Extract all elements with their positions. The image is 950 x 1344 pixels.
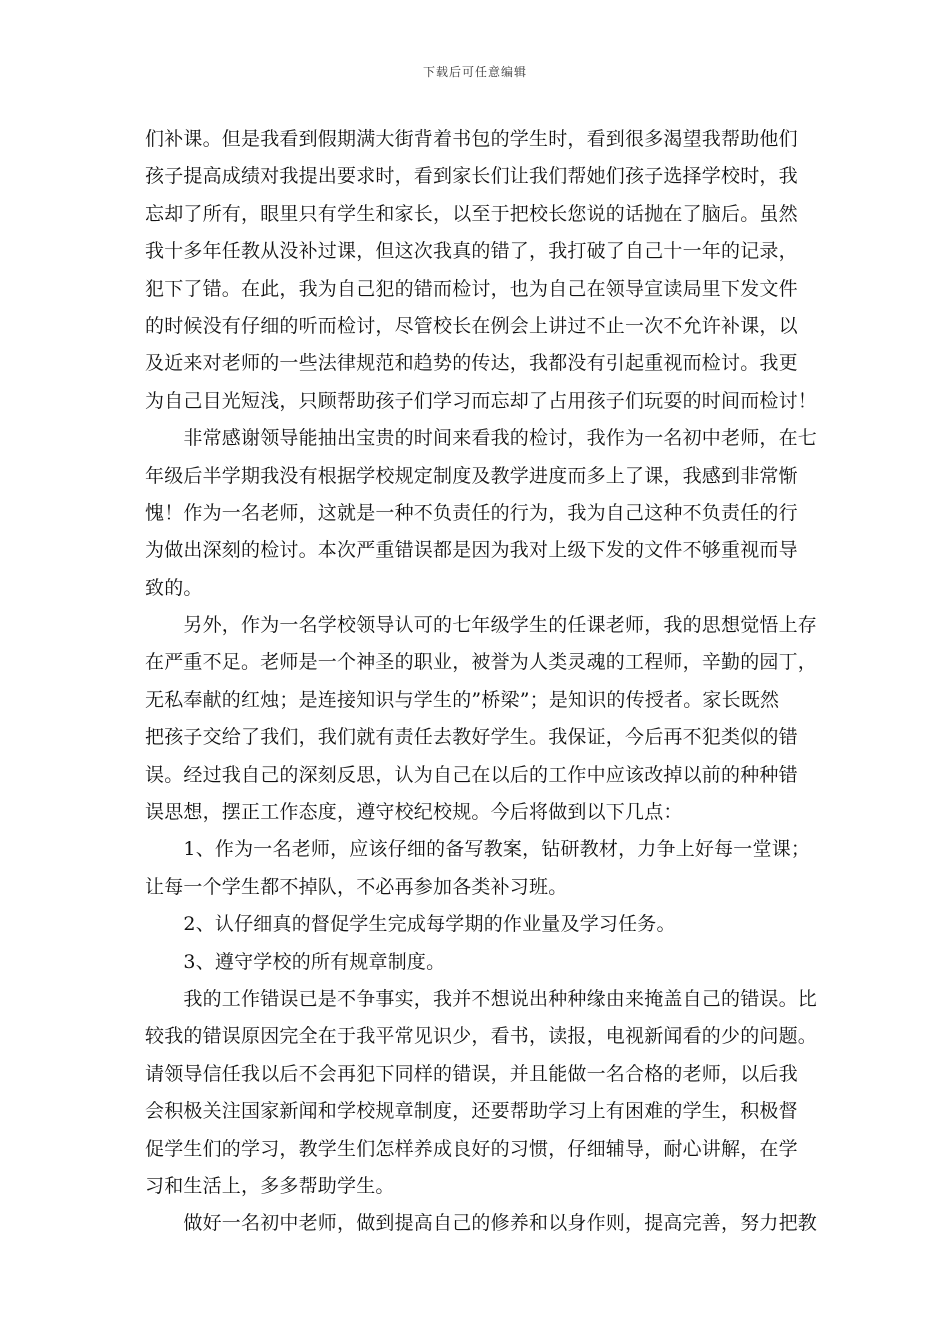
text-line: 会积极关注国家新闻和学校规章制度，还要帮助学习上有困难的学生，积极督 [145,1100,798,1123]
text-line: 愧！作为一名老师，这就是一种不负责任的行为，我为自己这种不负责任的行 [145,501,798,524]
text-line: 年级后半学期我没有根据学校规定制度及教学进度而多上了课，我感到非常惭 [145,464,798,487]
text-line: 习和生活上，多多帮助学生。 [145,1174,395,1197]
text-line: 请领导信任我以后不会再犯下同样的错误，并且能做一名合格的老师，以后我 [145,1062,798,1085]
text-line: 的时候没有仔细的听而检讨，尽管校长在例会上讲过不止一次不允许补课，以 [145,314,798,337]
text-line: 促学生们的学习，教学生们怎样养成良好的习惯，仔细辅导，耐心讲解，在学 [145,1137,798,1160]
text-line: 们补课。但是我看到假期满大街背着书包的学生时，看到很多渴望我帮助他们 [145,128,798,150]
text-line: 让每一个学生都不掉队，不必再参加各类补习班。 [145,875,568,898]
text-line: 1、作为一名老师，应该仔细的备写教案，钻研教材，力争上好每一堂课； [145,838,811,861]
text-line: 忘却了所有，眼里只有学生和家长，以至于把校长您说的话抛在了脑后。虽然 [145,202,798,225]
text-line: 致的。 [145,576,203,599]
text-line: 及近来对老师的一些法律规范和趋势的传达，我都没有引起重视而检讨。我更 [145,352,798,375]
text-line: 另外，作为一名学校领导认可的七年级学生的任课老师，我的思想觉悟上存 [145,614,818,637]
text-line: 2、认仔细真的督促学生完成每学期的作业量及学习任务。 [145,913,676,936]
text-line: 3、遵守学校的所有规章制度。 [145,950,446,973]
text-line: 做好一名初中老师，做到提高自己的修养和以身作则，提高完善，努力把教 [145,1212,818,1235]
text-line: 在严重不足。老师是一个神圣的职业，被誉为人类灵魂的工程师，辛勤的园丁， [145,651,818,674]
text-line: 我的工作错误已是不争事实，我并不想说出种种缘由来掩盖自己的错误。比 [145,987,818,1010]
text-line: 把孩子交给了我们，我们就有责任去教好学生。我保证，今后再不犯类似的错 [145,726,798,749]
text-line: 较我的错误原因完全在于我平常见识少，看书，读报，电视新闻看的少的问题。 [145,1025,818,1048]
text-line: 误。经过我自己的深刻反思，认为自己在以后的工作中应该改掉以前的种种错 [145,763,798,786]
text-line: 为做出深刻的检讨。本次严重错误都是因为我对上级下发的文件不够重视而导 [145,539,798,562]
document-body [145,121,818,1243]
text-line: 误思想，摆正工作态度，遵守校纪校规。今后将做到以下几点： [145,801,683,824]
text-line: 为自己目光短浅，只顾帮助孩子们学习而忘却了占用孩子们玩耍的时间而检讨！ [145,389,818,412]
text-line: 孩子提高成绩对我提出要求时，看到家长们让我们帮她们孩子选择学校时，我 [145,165,798,188]
text-line: 犯下了错。在此，我为自己犯的错而检讨，也为自己在领导宣读局里下发文件 [145,277,798,300]
text-line: 无私奉献的红烛；是连接知识与学生的”桥梁”；是知识的传授者。家长既然 [145,688,780,711]
text-line: 非常感谢领导能抽出宝贵的时间来看我的检讨，我作为一名初中老师，在七 [145,427,818,450]
page-header: 下载后可任意编辑 [422,65,527,79]
text-line: 我十多年任教从没补过课，但这次我真的错了，我打破了自己十一年的记录， [145,240,798,263]
